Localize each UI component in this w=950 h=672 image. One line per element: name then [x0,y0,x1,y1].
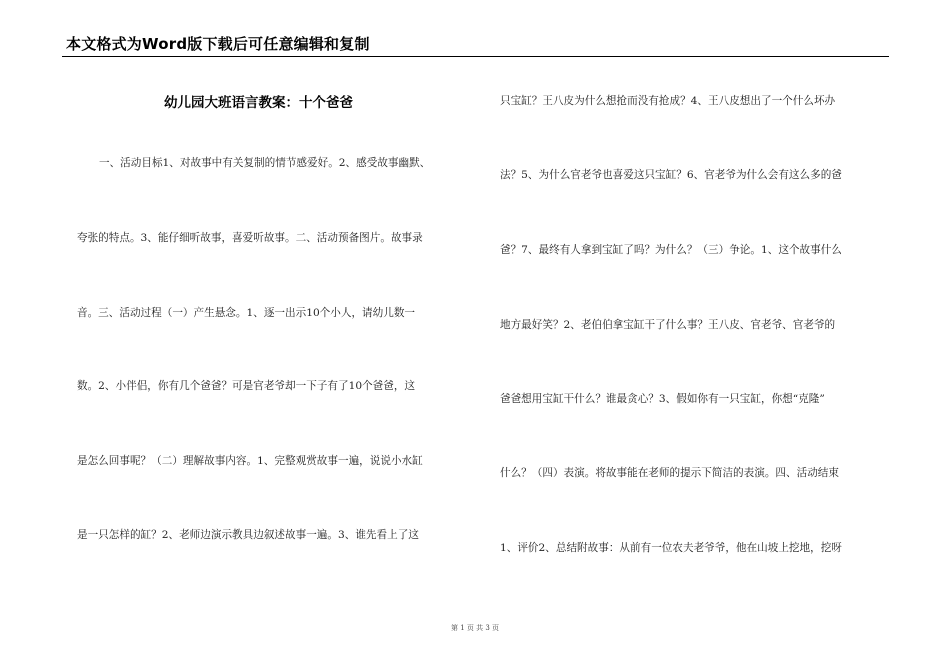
document-title: 幼儿园大班语言教案：十个爸爸 [164,95,353,111]
page-number: 第 1 页 共 3 页 [450,624,500,632]
paragraph-line: 是一只怎样的缸？2、老师边演示教具边叙述故事一遍。3、谁先看上了这 [77,529,419,541]
paragraph-line: 夸张的特点。3、能仔细听故事，喜爱听故事。二、活动预备图片。故事录 [77,232,423,244]
paragraph-line: 数。2、小伴侣，你有几个爸爸？可是官老爷却一下子有了10个爸爸，这 [77,380,416,392]
paragraph-line: 一、活动目标1、对故事中有关复制的情节感爱好。2、感受故事幽默、 [99,157,431,169]
paragraph-line: 音。三、活动过程（一）产生悬念。1、逐一出示10个小人，请幼儿数一 [77,307,416,319]
paragraph-line: 地方最好笑？2、老伯伯拿宝缸干了什么事？王八皮、官老爷、官老爷的 [500,319,836,331]
paragraph-line: 法？5、为什么官老爷也喜爱这只宝缸？6、官老爷为什么会有这么多的爸 [500,169,842,181]
paragraph-line: 1、评价2、总结附故事：从前有一位农夫老爷爷，他在山坡上挖地，挖呀 [500,542,842,554]
paragraph-line: 是怎么回事呢？（二）理解故事内容。1、完整观赏故事一遍，说说小水缸 [77,455,423,467]
paragraph-line: 只宝缸？王八皮为什么想抢而没有抢成？4、王八皮想出了一个什么坏办 [500,95,836,107]
header-divider [62,56,889,57]
paragraph-line: 爸爸想用宝缸干什么？谁最贪心？3、假如你有一只宝缸，你想“克隆” [500,393,825,405]
paragraph-line: 爸？7、最终有人拿到宝缸了吗？为什么？（三）争论。1、这个故事什么 [500,244,842,256]
paragraph-line: 什么？（四）表演。将故事能在老师的提示下简洁的表演。四、活动结束 [500,467,839,479]
document-banner: 本文格式为Word版下载后可任意编辑和复制 [66,35,370,53]
